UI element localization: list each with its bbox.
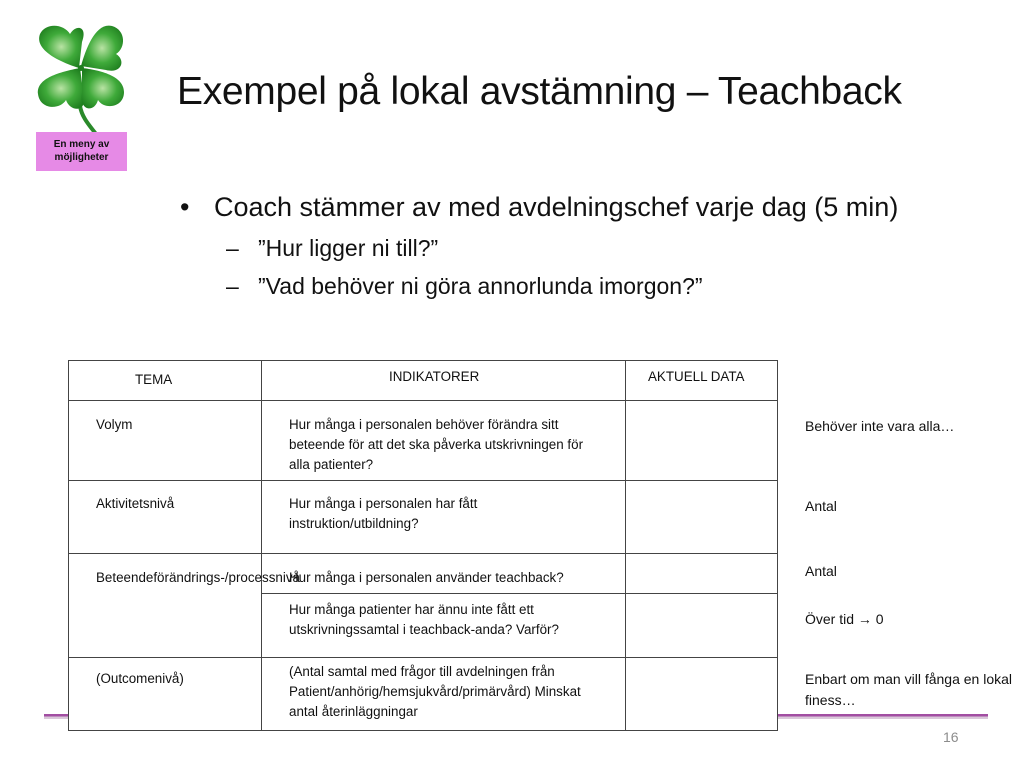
sub-bullet-dash: –: [226, 235, 239, 261]
side-note: Över tid → 0: [805, 611, 884, 627]
menu-badge: [36, 132, 127, 171]
cell-indikator: Hur många i personalen behöver förändra sitt beteende för att det ska påverka utskrivningen för alla patienter?: [262, 401, 626, 481]
side-note: Enbart om man vill fånga en lokal finess…: [805, 671, 1012, 708]
header-aktuell-data: AKTUELL DATA: [626, 361, 778, 401]
bullet-text: Coach stämmer av med avdelningschef varje dag (5 min): [214, 192, 899, 222]
sub-bullet-text: ”Vad behöver ni göra annorlunda imorgon?”: [258, 273, 703, 299]
sub-bullet-item: [180, 270, 940, 302]
cell-tema: Beteendeförändrings-/processnivå: [69, 554, 262, 658]
bullet-item: [180, 188, 940, 226]
cell-indikator: Hur många i personalen har fått instruktion/utbildning?: [262, 481, 626, 554]
cell-tema: Volym: [69, 401, 262, 481]
table-row: [69, 658, 778, 731]
cell-data: [626, 401, 778, 481]
sub-bullet-item: [180, 232, 940, 264]
cell-data: [626, 594, 778, 658]
cell-indikator: (Antal samtal med frågor till avdelningen från Patient/anhörig/hemsjukvård/primärvård) Minskat antal återinläggningar: [262, 658, 626, 731]
table-row: [69, 401, 778, 481]
clover-logo: [30, 18, 130, 136]
badge-line-2: möjligheter: [54, 152, 109, 163]
badge-line-1: En meny av: [53, 139, 110, 150]
cell-indikator: Hur många i personalen använder teachback?: [262, 554, 626, 594]
bullet-dot: •: [180, 192, 190, 222]
cell-tema: Aktivitetsnivå: [69, 481, 262, 554]
sub-bullet-dash: –: [226, 273, 239, 299]
four-leaf-clover-icon: [30, 18, 130, 136]
cell-data: [626, 554, 778, 594]
cell-tema: (Outcomenivå): [69, 658, 262, 731]
cell-indikator: Hur många patienter har ännu inte fått ett utskrivningssamtal i teachback-anda? Varför?: [262, 594, 626, 658]
indicator-table: [68, 360, 778, 731]
header-indikatorer: INDIKATORER: [262, 361, 626, 401]
sub-bullet-text: ”Hur ligger ni till?”: [258, 235, 439, 261]
page-number: 16: [943, 729, 959, 745]
header-tema: TEMA: [69, 361, 262, 401]
slide-title: Exempel på lokal avstämning – Teachback: [177, 70, 902, 113]
side-note: Antal: [805, 563, 837, 579]
bullet-list: [180, 188, 940, 302]
side-note: Behöver inte vara alla…: [805, 418, 955, 434]
table-header-row: [69, 361, 778, 401]
table-row: [69, 481, 778, 554]
side-note: Antal: [805, 498, 837, 514]
cell-data: [626, 481, 778, 554]
cell-data: [626, 658, 778, 731]
table-row: [69, 554, 778, 594]
